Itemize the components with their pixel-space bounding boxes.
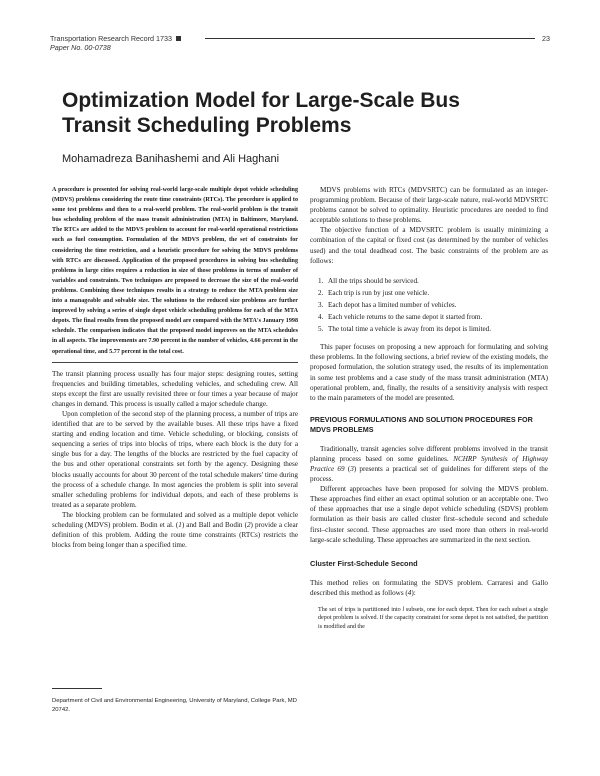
list-item-number: 4. bbox=[318, 313, 324, 322]
intro-paragraph-3 bbox=[52, 510, 298, 550]
quote-text-a: The set of trips is partitioned into bbox=[318, 606, 403, 613]
citation-ref-3[interactable]: 3 bbox=[350, 464, 354, 473]
journal-name: Transportation Research Record 1733 bbox=[50, 34, 172, 43]
r4-text-a: Traditionally, transit agencies solve different problems involved in the transit planning process based on some guidelines. bbox=[310, 444, 548, 463]
paper-number: Paper No. 00-0738 bbox=[50, 43, 111, 52]
list-item-number: 1. bbox=[318, 276, 324, 285]
right-paragraph-3: This paper focuses on proposing a new approach for formulating and solving these problems. In the following sections, a brief review of the existing models, the proposed formulation, the solution strategy used, the results of its implementation in some test problems and a case study of the mass transit administration (MTA) operational problem, and, finally, the results of a sensitivity analysis with respect to the main parameters of the model are presented. bbox=[310, 343, 548, 402]
subsection-heading-cluster-first: Cluster First-Schedule Second bbox=[310, 558, 418, 568]
r4-text-c: ) presents a practical set of guidelines for different steps of the process. bbox=[310, 464, 548, 484]
r6-text-b: ): bbox=[411, 588, 416, 597]
intro-paragraph-2: Upon completion of the second step of the planning process, a number of trips are identified that are to be served by the available buses. All these trips have a fixed starting and ending location and time. Vehicle scheduling, or blocking, consists of sequencing a series of trips into blocks of trips, where each block is the duty for a single bus for a day. The lengths of the blocks are restricted by the fuel capacity of the bus and other operational constraints set forth by the agency. Designing these blocks usually accounts for about 30 percent of the total schedule makers' time during the process of a schedule change. In most agencies the problem is split into several smaller scheduling problems for individual depots, and each of these problems is treated as a separate problem. bbox=[52, 409, 298, 509]
citation-ref-2[interactable]: 2 bbox=[246, 521, 251, 529]
right-paragraph-1: MDVS problems with RTCs (MDVSRTC) can be formulated as an integer-programming problem. Because of their large-scale nature, real-world MDVSRTC problems cannot be solved to optimality. Heuristic procedures are needed to find acceptable solutions to these problems. bbox=[310, 186, 548, 225]
quote-variable: l bbox=[402, 606, 405, 613]
r4-text-b: ( bbox=[344, 464, 351, 473]
footnote-divider bbox=[52, 688, 102, 689]
right-column bbox=[310, 185, 548, 631]
abstract-divider bbox=[52, 362, 298, 363]
constraints-list bbox=[318, 275, 548, 335]
citation-ref-4[interactable]: 4 bbox=[407, 588, 412, 597]
page-number: 23 bbox=[542, 34, 550, 43]
author-affiliation-footnote: Department of Civil and Environmental Engineering, University of Maryland, College Park, MD 20742. bbox=[52, 698, 297, 713]
right-paragraph-2: The objective function of a MDVSRTC problem is usually minimizing a combination of the capital or fixed cost (as determined by the number of vehicles used) and the total deadhead cost. The basic constraints of the problem are as follows: bbox=[310, 226, 548, 265]
list-item bbox=[318, 275, 548, 287]
list-item bbox=[318, 299, 548, 311]
list-item bbox=[318, 323, 548, 335]
list-item-number: 5. bbox=[318, 325, 324, 334]
citation-ref-1[interactable]: 1 bbox=[178, 521, 182, 529]
right-paragraph-5: Different approaches have been proposed for solving the MDVS problem. These approaches find either an exact optimal solution or an acceptable one. Two of these approaches that use a single depot vehicle scheduling (SDVS) problem formulation as their basis are called cluster first–schedule second and schedule first–cluster second. These approaches are used more than others in real-world large-scale scheduling. These approaches are summarized in the next section. bbox=[310, 485, 548, 544]
nchrp-synthesis-title: NCHRP Synthesis of Highway Practice 69 bbox=[310, 454, 548, 473]
paper-title: Optimization Model for Large-Scale Bus Transit Scheduling Problems bbox=[62, 89, 460, 137]
quote-text-b: subsets, one for each depot. Then for each subset a single depot problem is solved. If the capacity constraint for some depot is not satisfied, the partition is modified and the bbox=[318, 606, 548, 630]
header-rule bbox=[205, 38, 535, 39]
right-paragraph-6 bbox=[310, 578, 548, 598]
running-head bbox=[50, 34, 550, 52]
right-paragraph-4 bbox=[310, 444, 548, 484]
intro-p3-text-a: The blocking problem can be formulated and solved as a multiple depot vehicle scheduling (MDVS) problem. Bodin et al. ( bbox=[52, 510, 298, 529]
list-item bbox=[318, 287, 548, 299]
list-item-text: Each vehicle returns to the same depot it started from. bbox=[328, 313, 483, 322]
list-item-text: The total time a vehicle is away from its depot is limited. bbox=[328, 325, 492, 334]
list-item bbox=[318, 311, 548, 323]
abstract: A procedure is presented for solving real-world large-scale multiple depot vehicle scheduling (MDVS) problems considering the route time constraints (RTCs). The procedure is applied to some test problems and then to a real-world problem. The real-world problem is the transit bus scheduling problem of the mass transit administration (MTA) in Baltimore, Maryland. The RTCs are added to the MDVS problem to account for real-world operational restrictions such as fuel consumption. Formulation of the MDVS problem, the set of constraints for considering the time restriction, and a heuristic procedure for solving the MDVS problems with RTCs are discussed. Application of the proposed procedures in solving bus scheduling problems in large cities requires a reduction in size of those problems in terms of number of variables and constraints. Two techniques are proposed to decrease the size of the real-world problems. Combining these techniques results in a strategy to reduce the MTA problem size into a manageable and solvable size. The solutions to the reduced size problems are further improved by solving a series of single depot vehicle scheduling problems for each of the MTA depots. The final results from the proposed model are compared with the MTA's January 1998 schedule. The comparison indicates that the proposed model improves on the MTA schedules in all aspects. The improvements are 7.90 percent in the number of vehicles, 4.66 percent in the operational time, and 5.77 percent in the total cost. bbox=[52, 187, 298, 355]
square-bullet-icon bbox=[176, 36, 181, 41]
left-column bbox=[52, 185, 298, 550]
list-item-number: 3. bbox=[318, 300, 324, 309]
intro-paragraph-1: The transit planning process usually has four major steps: designing routes, setting frequencies and building timetables, scheduling vehicles, and scheduling crew. All steps except the first are usually revisited three or four times a year because of major changes in demand. This process is usually called a major schedule change. bbox=[52, 369, 298, 408]
intro-p3-text-c: ) provide a clear definition of this problem. Adding the route time constraints (RTCs) restricts the blocks from being longer than a specified time. bbox=[52, 521, 298, 550]
list-item-text: Each trip is run by just one vehicle. bbox=[328, 288, 430, 297]
list-item-number: 2. bbox=[318, 288, 324, 297]
author-list: Mohamadreza Banihashemi and Ali Haghani bbox=[62, 153, 280, 165]
r6-text-a: This method relies on formulating the SDVS problem. Carraresi and Gallo described this method as follows ( bbox=[310, 578, 548, 597]
intro-p3-text-b: ) and Ball and Bodin ( bbox=[181, 521, 247, 529]
block-quote bbox=[318, 606, 548, 631]
section-heading-previous-formulations: PREVIOUS FORMULATIONS AND SOLUTION PROCEDURES FOR MDVS PROBLEMS bbox=[310, 414, 533, 435]
list-item-text: All the trips should be serviced. bbox=[328, 276, 419, 285]
list-item-text: Each depot has a limited number of vehicles. bbox=[328, 300, 457, 309]
